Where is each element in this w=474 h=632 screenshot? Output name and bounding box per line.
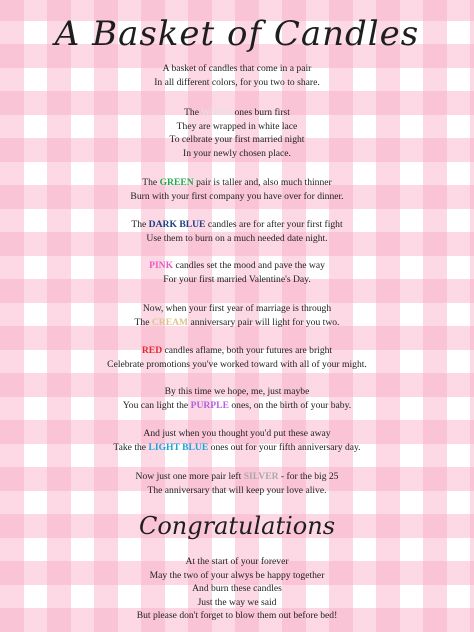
poem-line: At the start of your forever — [185, 556, 289, 567]
poem-line: For your first married Valentine's Day. — [163, 273, 311, 285]
line-text: The — [142, 177, 160, 188]
line-text: ones out for your fifth anniversary day. — [208, 441, 361, 453]
stanza-pink — [0, 259, 474, 286]
color-word-dark-blue: DARK BLUE — [148, 219, 206, 230]
stanza-red — [0, 344, 474, 371]
line-text: - for the big 25 — [278, 471, 339, 482]
line-text: anniversary pair will light for you two. — [188, 316, 340, 328]
poem-line: To celbrate your first married night — [169, 134, 305, 146]
stanza-purple — [0, 385, 474, 412]
line-text: pair is taller and, also much thinner — [193, 177, 332, 188]
poem-line: Celebrate promotions you've worked toward with all of your might. — [107, 358, 367, 370]
poem-title: A Basket of Candles — [54, 14, 420, 54]
poem-line — [0, 470, 474, 484]
poem-line — [0, 106, 474, 120]
poem-line: And just when you thought you'd put these away — [143, 428, 331, 439]
poem-line — [0, 176, 474, 190]
stanza-dark-blue — [0, 218, 474, 245]
line-text: candles are for after your first fight — [205, 219, 343, 230]
color-word-light-blue: LIGHT BLUE — [148, 441, 209, 453]
line-text: candles set the mood and pave the way — [173, 260, 325, 271]
poem-line — [0, 316, 474, 330]
line-text: ones burn first — [232, 107, 290, 118]
line-text: The — [134, 316, 152, 328]
poem-line: Burn with your first company you have over for dinner. — [130, 190, 344, 202]
line-text: The — [131, 219, 149, 230]
color-word-green: GREEN — [159, 177, 194, 188]
stanza-closing — [0, 555, 474, 623]
poem-line: In all different colors, for you two to share. — [154, 76, 320, 88]
poem-line — [0, 218, 474, 232]
poem-line — [0, 344, 474, 358]
poem-line: Use them to burn on a much needed date night. — [146, 232, 328, 244]
congratulations-heading: Congratulations — [138, 512, 336, 540]
stanza-intro — [0, 62, 474, 89]
line-text: ones, on the birth of your baby. — [228, 399, 352, 411]
poem-line: But please don't forget to blow them out before bed! — [136, 610, 338, 622]
line-text: Take the — [113, 441, 149, 453]
stanza-silver — [0, 470, 474, 497]
color-word-cream: CREAM — [151, 316, 189, 328]
poem-line: May the two of your alwys be happy together — [149, 569, 325, 581]
poem-line: A basket of candles that come in a pair — [162, 63, 312, 74]
color-word-red: RED — [141, 345, 163, 356]
poem-line: They are wrapped in white lace — [176, 120, 298, 132]
line-text: candles aflame, both your futures are bright — [162, 345, 333, 356]
poem-line: Just the way we said — [197, 596, 277, 608]
stanza-green — [0, 176, 474, 203]
line-text: You can light the — [122, 399, 191, 411]
color-word-pink: PINK — [149, 260, 174, 271]
poem-line: Now, when your first year of marriage is through — [142, 303, 332, 314]
poem-line: And burn these candles — [192, 583, 282, 595]
color-word-silver: SILVER — [243, 471, 279, 482]
stanza-white — [0, 106, 474, 160]
line-text: The — [184, 107, 202, 118]
poem-line — [0, 399, 474, 413]
poem-line — [0, 259, 474, 273]
poem-line: By this time we hope, me, just maybe — [164, 386, 310, 397]
poem-line — [0, 441, 474, 455]
poem-line: The anniversary that will keep your love alive. — [147, 484, 327, 496]
stanza-cream — [0, 302, 474, 329]
stanza-light-blue — [0, 427, 474, 454]
poem-line: In your newly chosen place. — [183, 147, 291, 159]
line-text: Now just one more pair left — [135, 471, 244, 482]
color-word-white: WHITE — [201, 107, 233, 118]
color-word-purple: PURPLE — [190, 399, 229, 411]
